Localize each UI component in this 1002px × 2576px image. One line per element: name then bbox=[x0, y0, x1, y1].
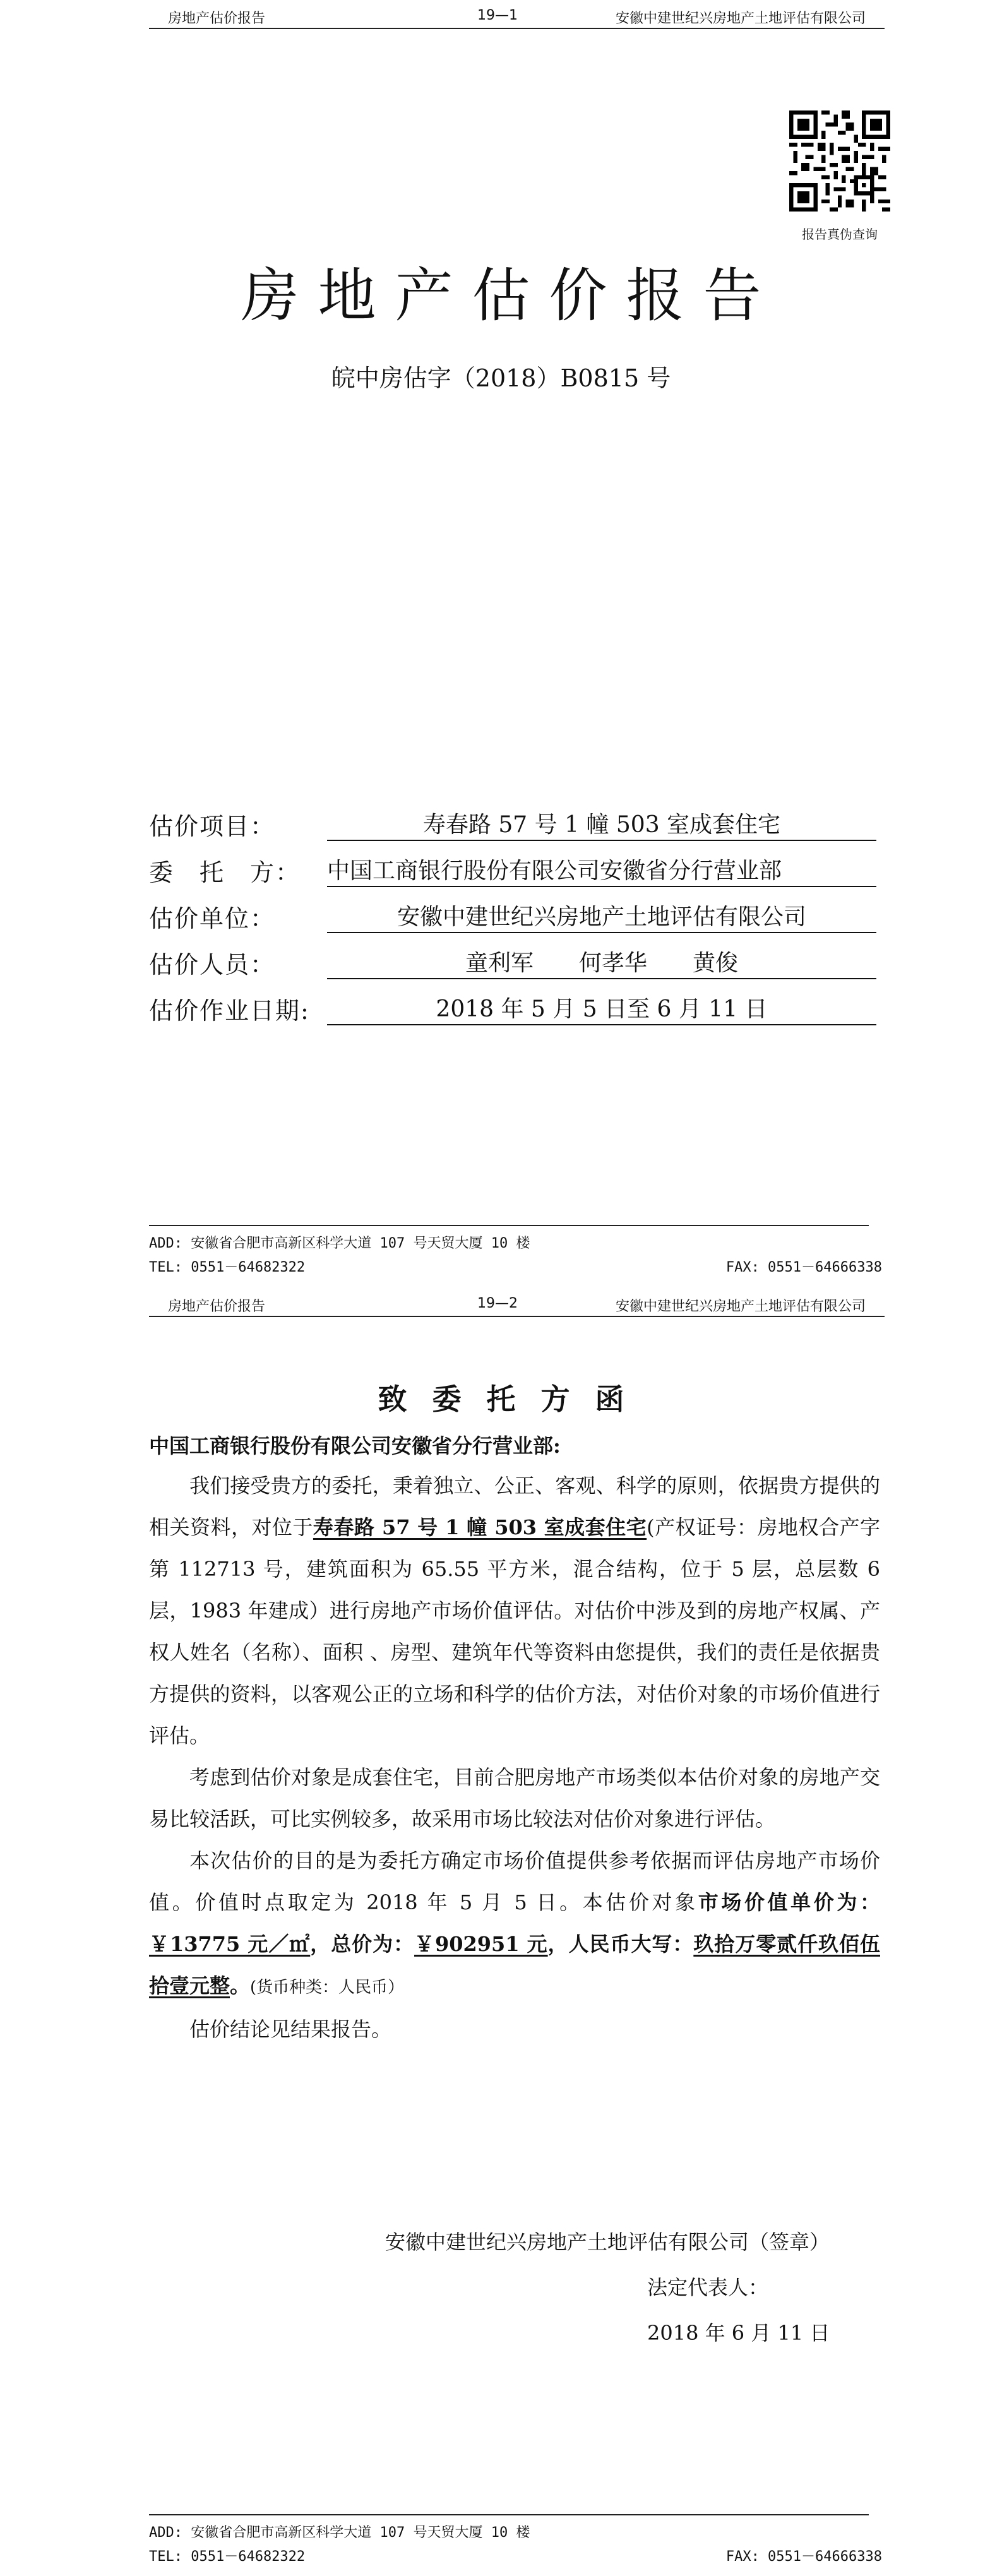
document-number: 皖中房估字（2018）B0815 号 bbox=[331, 364, 671, 392]
header-right: 安徽中建世纪兴房地产土地评估有限公司 bbox=[615, 11, 866, 27]
info-row-work-date bbox=[149, 991, 888, 1029]
unit-price-label: 市场价值单价为： bbox=[698, 1890, 880, 1914]
total-price-label: ，总价为： bbox=[310, 1932, 415, 1956]
report-title: 房地产估价报告 bbox=[241, 262, 780, 330]
footer-tel: TEL: 0551－64682322 bbox=[149, 1260, 306, 1275]
letter-addressee: 中国工商银行股份有限公司安徽省分行营业部: bbox=[149, 1434, 561, 1458]
rmb-words-label: ，人民币大写： bbox=[547, 1932, 694, 1956]
text: (产权证号：房地权合产字第 112713 号，建筑面积为 65.55 平方米，混合结构，位于 5 层，总层数 6 层，1983 年建成）进行房地产市场价值评估。对估价中涉及到的房地产权属、产权人姓名（名称）、面积 、房型、建筑年代等资料由您提供，我们的责任是依据贵方提供的资料，以客观公正的立场和科学的估价方法，对估价对象的市场价值进行评估。 bbox=[149, 1515, 880, 1748]
info-row-appraiser-org bbox=[149, 899, 888, 937]
underline bbox=[327, 978, 876, 979]
info-label: 估价作业日期: bbox=[149, 997, 310, 1025]
header-right: 安徽中建世纪兴房地产土地评估有限公司 bbox=[615, 1299, 866, 1315]
underline bbox=[327, 840, 876, 841]
qr-code-icon bbox=[789, 110, 890, 212]
paragraph-3 bbox=[149, 1840, 880, 2008]
info-label: 委 托 方： bbox=[149, 859, 301, 886]
signature-date: 2018 年 6 月 11 日 bbox=[647, 2321, 830, 2345]
paragraph-4: 估价结论见结果报告。 bbox=[189, 2017, 392, 2041]
underline bbox=[327, 932, 876, 933]
signature-company: 安徽中建世纪兴房地产土地评估有限公司（签章） bbox=[385, 2230, 830, 2254]
info-value: 中国工商银行股份有限公司安徽省分行营业部 bbox=[327, 858, 782, 884]
info-label: 估价项目： bbox=[149, 813, 276, 840]
letter-body bbox=[149, 1465, 880, 2050]
property-address: 寿春路 57 号 1 幢 503 室成套住宅 bbox=[313, 1515, 647, 1539]
text: 我们接受贵方的委托，秉着独立、公正、客观、科学的原则，依据贵方提供的相关资料，对位于 bbox=[149, 1474, 880, 1539]
header-left: 房地产估价报告 bbox=[168, 11, 266, 27]
qr-caption: 报告真伪查询 bbox=[802, 227, 878, 242]
text: 。 bbox=[230, 1974, 251, 1998]
footer-tel: TEL: 0551－64682322 bbox=[149, 2549, 306, 2565]
info-row-client bbox=[149, 853, 888, 891]
header-page-number: 19—1 bbox=[477, 8, 518, 23]
underline bbox=[327, 1024, 876, 1025]
info-value: 童利军 何孝华 黄俊 bbox=[465, 950, 738, 976]
info-label: 估价人员： bbox=[149, 951, 276, 979]
header-left: 房地产估价报告 bbox=[168, 1299, 266, 1315]
currency-note: (货币种类：人民币） bbox=[250, 1978, 405, 1997]
footer-divider bbox=[149, 2514, 869, 2515]
text: 本次估价的目的是为委托方确定市场价值提供参考依据而评估房地产市场价值。价值时点取定为 2018 年 5 月 5 日。本估价对象 bbox=[149, 1849, 880, 1914]
header-page-number: 19—2 bbox=[477, 1296, 518, 1311]
unit-price-value: ￥13775 元／㎡ bbox=[149, 1932, 311, 1956]
footer-divider bbox=[149, 1225, 869, 1226]
paragraph-2: 考虑到估价对象是成套住宅，目前合肥房地产市场类似本估价对象的房地产交易比较活跃，可比实例较多，故采用市场比较法对估价对象进行评估。 bbox=[149, 1765, 880, 1831]
paragraph-1 bbox=[149, 1465, 880, 1756]
underline bbox=[327, 886, 876, 887]
info-value: 寿春路 57 号 1 幢 503 室成套住宅 bbox=[422, 812, 781, 838]
footer-fax: FAX: 0551－64666338 bbox=[725, 2549, 882, 2565]
total-price-value: ￥902951 元 bbox=[414, 1932, 548, 1956]
info-value: 安徽中建世纪兴房地产土地评估有限公司 bbox=[397, 904, 806, 930]
rmb-words-value: 玖拾万零贰仟玖佰伍拾壹元整 bbox=[149, 1932, 880, 1998]
info-label: 估价单位： bbox=[149, 905, 276, 933]
page-header bbox=[149, 1293, 885, 1317]
info-row-appraisers bbox=[149, 945, 888, 983]
footer-address: ADD: 安徽省合肥市高新区科学大道 107 号天贸大厦 10 楼 bbox=[149, 2525, 530, 2541]
letter-title: 致委托方函 bbox=[378, 1382, 650, 1416]
footer-address: ADD: 安徽省合肥市高新区科学大道 107 号天贸大厦 10 楼 bbox=[149, 1236, 530, 1251]
page-header bbox=[149, 5, 885, 29]
footer-fax: FAX: 0551－64666338 bbox=[725, 1260, 882, 1275]
info-value: 2018 年 5 月 5 日至 6 月 11 日 bbox=[436, 996, 768, 1022]
info-row-project bbox=[149, 807, 888, 845]
signature-representative: 法定代表人： bbox=[647, 2275, 769, 2299]
